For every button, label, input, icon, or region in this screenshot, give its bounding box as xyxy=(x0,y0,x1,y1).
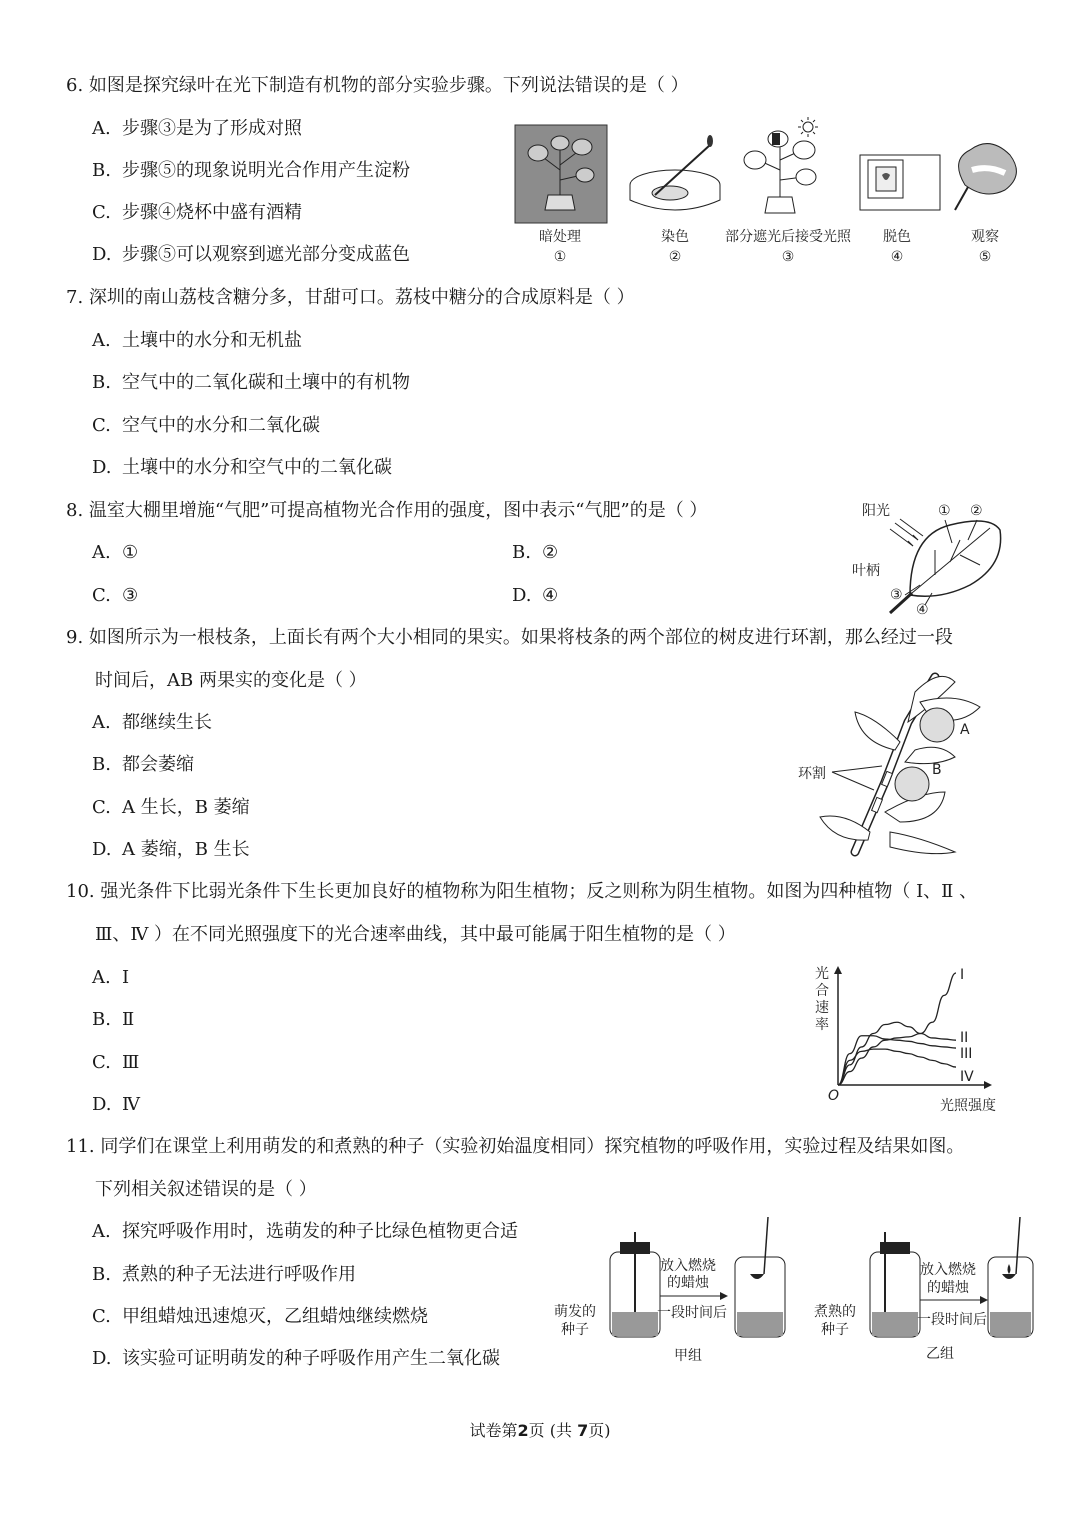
decolorize-illustration xyxy=(860,155,940,210)
question-10-stem-cont: Ⅲ、Ⅳ ）在不同光照强度下的光合速率曲线，其中最可能属于阳生植物的是（ ） xyxy=(95,924,736,945)
y-axis-label: 光合速率 xyxy=(815,966,829,1033)
question-9-option-c: C. A 生长，B 萎缩 xyxy=(92,797,250,818)
x-axis-label: 光照强度 xyxy=(940,1098,996,1114)
leaf-gas-figure xyxy=(850,495,1020,620)
question-10-option-c: C. Ⅲ xyxy=(92,1052,140,1073)
question-10-stem: 10. 强光条件下比弱光条件下生长更加良好的植物称为阳生植物；反之则称为阴生植物。如图为四种植物（ Ⅰ、Ⅱ 、 xyxy=(66,881,978,902)
question-10-option-a: A. Ⅰ xyxy=(92,967,130,988)
branch-ringing-figure xyxy=(790,662,990,857)
question-8-option-a: A. ① xyxy=(92,542,139,563)
step-num-1: ① xyxy=(553,249,567,265)
group-label-yi: 乙组 xyxy=(926,1346,954,1362)
series-line-I xyxy=(838,973,956,1085)
question-8-option-d: D. ④ xyxy=(512,585,559,606)
y-axis-arrow xyxy=(834,966,842,974)
question-7-stem: 7. 深圳的南山荔枝含糖分多，甘甜可口。荔枝中糖分的合成原料是（ ） xyxy=(66,287,635,308)
question-11-option-a: A. 探究呼吸作用时，选萌发的种子比绿色植物更合适 xyxy=(92,1221,518,1242)
marker-3: ③ xyxy=(890,587,903,603)
question-10-option-d: D. Ⅳ xyxy=(92,1094,140,1115)
step-num-2: ② xyxy=(668,249,682,265)
step-label-3: 部分遮光后接受光照 xyxy=(725,229,851,245)
arrow-top-yi-1: 放入燃烧 xyxy=(920,1262,976,1278)
question-11-option-b: B. 煮熟的种子无法进行呼吸作用 xyxy=(92,1264,356,1285)
marker-4: ④ xyxy=(916,602,929,618)
question-9-option-b: B. 都会萎缩 xyxy=(92,754,194,775)
question-6-option-b: B. 步骤⑤的现象说明光合作用产生淀粉 xyxy=(92,160,410,181)
question-9-option-a: A. 都继续生长 xyxy=(92,712,212,733)
question-6-option-d: D. 步骤⑤可以观察到遮光部分变成蓝色 xyxy=(92,244,410,265)
question-6-stem: 6. 如图是探究绿叶在光下制造有机物的部分实验步骤。下列说法错误的是（ ） xyxy=(66,75,689,96)
marker-2: ② xyxy=(970,503,983,519)
question-7-option-a: A. 土壤中的水分和无机盐 xyxy=(92,330,302,351)
question-6-option-c: C. 步骤④烧杯中盛有酒精 xyxy=(92,202,302,223)
step-num-4: ④ xyxy=(890,249,904,265)
question-9-stem-cont: 时间后，AB 两果实的变化是（ ） xyxy=(95,670,367,691)
experiment-steps-figure xyxy=(510,115,1030,270)
page-number: 2 xyxy=(517,1421,529,1440)
seed-label-yi-2: 种子 xyxy=(821,1322,849,1338)
arrow-bottom-yi: 一段时间后 xyxy=(917,1312,987,1328)
seed-label-jia-1: 萌发的 xyxy=(554,1304,596,1320)
arrow-top-jia-2: 的蜡烛 xyxy=(667,1275,709,1291)
question-9-option-d: D. A 萎缩，B 生长 xyxy=(92,839,250,860)
question-7-option-d: D. 土壤中的水分和空气中的二氧化碳 xyxy=(92,457,392,478)
arrow-bottom-jia: 一段时间后 xyxy=(657,1305,727,1321)
step-num-3: ③ xyxy=(781,249,795,265)
question-11-stem: 11. 同学们在课堂上利用萌发的和煮熟的种子（实验初始温度相同）探究植物的呼吸作用，实验过程及结果如图。 xyxy=(66,1136,965,1157)
question-10-option-b: B. Ⅱ xyxy=(92,1009,135,1030)
question-8-stem: 8. 温室大棚里增施“气肥”可提高植物光合作用的强度，图中表示“气肥”的是（ ） xyxy=(66,500,708,521)
marker-1: ① xyxy=(938,503,951,519)
seed-label-jia-2: 种子 xyxy=(561,1322,589,1338)
arrow-top-jia-1: 放入燃烧 xyxy=(660,1258,716,1274)
respiration-experiment-figure xyxy=(550,1212,1040,1372)
sunlight-label: 阳光 xyxy=(862,503,890,519)
step-label-1: 暗处理 xyxy=(539,229,581,245)
photosynthesis-rate-chart xyxy=(808,960,1008,1120)
question-11-option-c: C. 甲组蜡烛迅速熄灭，乙组蜡烛继续燃烧 xyxy=(92,1306,428,1327)
partial-shading-illustration xyxy=(744,117,818,213)
step-num-5: ⑤ xyxy=(978,249,992,265)
fruit-a-label: A xyxy=(960,722,970,738)
staining-dish-illustration xyxy=(630,135,720,210)
group-jia xyxy=(554,1217,785,1364)
question-8-option-c: C. ③ xyxy=(92,585,139,606)
question-6-option-a: A. 步骤③是为了形成对照 xyxy=(92,118,302,139)
question-7-option-b: B. 空气中的二氧化碳和土壤中的有机物 xyxy=(92,372,410,393)
series-line-III xyxy=(838,1036,956,1085)
page-total: 7 xyxy=(577,1421,589,1440)
dark-treatment-illustration xyxy=(515,125,607,223)
question-9-stem: 9. 如图所示为一根枝条，上面长有两个大小相同的果实。如果将枝条的两个部位的树皮进行环割，那么经过一段 xyxy=(66,627,953,648)
arrow-top-yi-2: 的蜡烛 xyxy=(927,1280,969,1296)
step-label-5: 观察 xyxy=(971,229,999,245)
series-label-III: III xyxy=(960,1046,973,1063)
page-footer: 试卷第2页 (共 7页) xyxy=(469,1421,611,1440)
series-label-II: II xyxy=(960,1030,969,1047)
seed-label-yi-1: 煮熟的 xyxy=(814,1304,856,1320)
question-8-option-b: B. ② xyxy=(512,542,559,563)
ringing-label: 环割 xyxy=(798,766,826,782)
step-label-4: 脱色 xyxy=(883,229,911,245)
group-label-jia: 甲组 xyxy=(674,1348,702,1364)
petiole-label: 叶柄 xyxy=(852,563,880,579)
series-label-IV: IV xyxy=(960,1069,974,1086)
origin-label: O xyxy=(828,1088,840,1104)
step-label-2: 染色 xyxy=(661,229,689,245)
question-11-option-d: D. 该实验可证明萌发的种子呼吸作用产生二氧化碳 xyxy=(92,1348,500,1369)
series-line-II xyxy=(838,1022,956,1085)
group-yi xyxy=(814,1217,1033,1362)
question-11-stem-cont: 下列相关叙述错误的是（ ） xyxy=(95,1179,317,1200)
fruit-b-label: B xyxy=(932,762,942,778)
observe-illustration xyxy=(955,144,1016,210)
question-7-option-c: C. 空气中的水分和二氧化碳 xyxy=(92,415,320,436)
series-label-I: I xyxy=(960,967,965,983)
x-axis-arrow xyxy=(984,1081,992,1089)
